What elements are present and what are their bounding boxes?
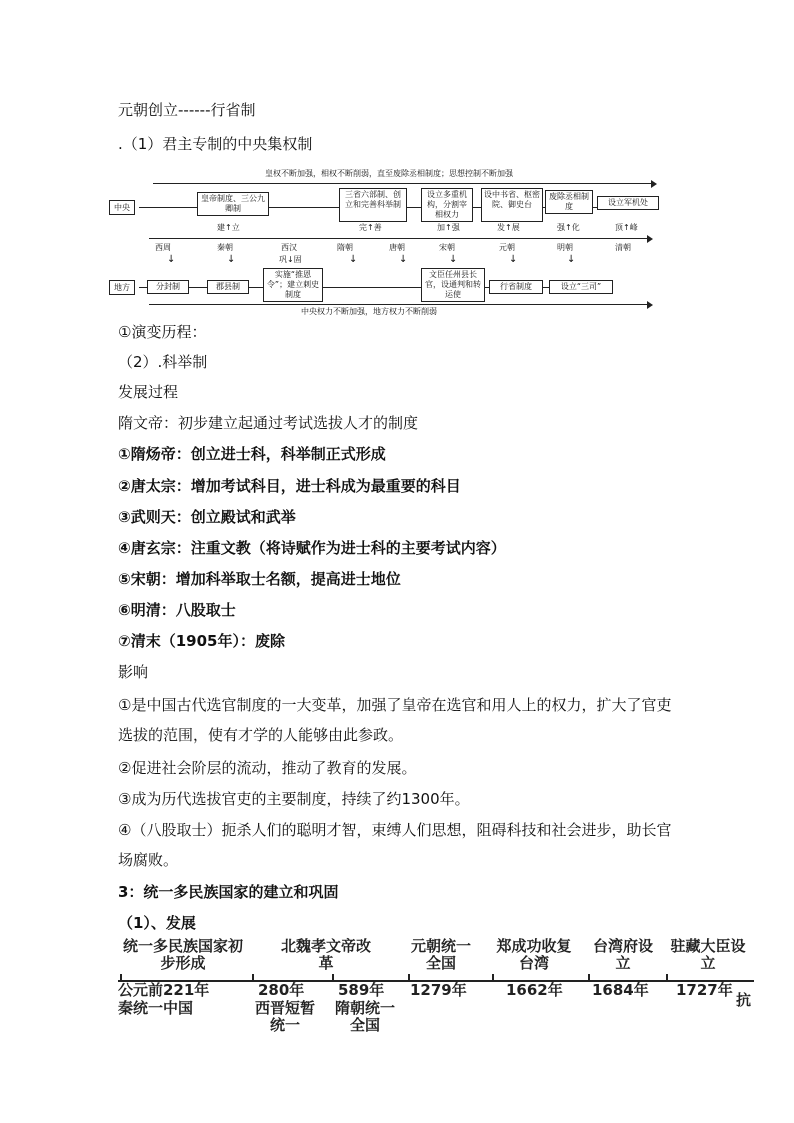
tl-date-7: 1727年 bbox=[676, 981, 733, 999]
impact-3: ③成为历代选拔官吏的主要制度，持续了约1300年。 bbox=[118, 790, 470, 808]
bottom-caption: 中央权力不断加强，地方权力不断削弱 bbox=[301, 307, 437, 316]
item-11: ⑦清末（1905年）：废除 bbox=[118, 632, 285, 650]
item-4: 隋文帝：初步建立起通过考试选拔人才的制度 bbox=[118, 414, 419, 432]
bottom-arrow bbox=[149, 304, 649, 305]
top-arrow bbox=[153, 183, 653, 184]
central-box-3: 设立多重机构，分割宰相权力 bbox=[421, 188, 473, 222]
item-5: ①隋炀帝：创立进士科，科举制正式形成 bbox=[118, 445, 386, 463]
dynasty-yuan: 元朝 bbox=[499, 243, 515, 252]
title-line: 元朝创立------行省制 bbox=[118, 101, 256, 119]
tl-date-4: 1279年 bbox=[410, 981, 467, 999]
centralization-diagram: 皇权不断加强，相权不断削弱，直至废除丞相制度；思想控制不断加强 中央 皇帝制度、三公九卿制 三省六部制、创立和完善科举制 设立多重机构，分割宰相权力 设中书省、枢密院、御史台 废除丞相制度 设立军机处 建↑立 完↑善 加↑强 发↑展 强↑化 顶↑峰 西周 秦朝 西汉 隋朝 唐朝 宋朝 元朝 明朝 清朝 巩↓固 ↓ ↓ ↓ ↓ ↓ ↓ ↓ 地方 分封制 郡县制 实施“推恩令”；建立刺史制度 文臣任州县长官，设通判和转运使 行省制度 设立“三司” 中央权力不断加强，地方权力不断削弱 bbox=[105, 166, 665, 316]
stage-4: 发↑展 bbox=[497, 223, 520, 232]
central-box-6: 设立军机处 bbox=[597, 196, 659, 210]
stage-1: 建↑立 bbox=[217, 223, 240, 232]
local-box-2: 郡县制 bbox=[207, 280, 249, 294]
tl-above-1: 统一多民族国家初步形成 bbox=[122, 937, 243, 972]
tl-date-3: 589年 bbox=[338, 981, 385, 999]
local-label: 地方 bbox=[109, 280, 135, 295]
dynasty-xizhou: 西周 bbox=[155, 243, 171, 252]
tl-date-6: 1684年 bbox=[592, 981, 649, 999]
item-3: 发展过程 bbox=[118, 383, 179, 401]
dynasty-xihan: 西汉 bbox=[281, 243, 297, 252]
top-caption: 皇权不断加强，相权不断削弱，直至废除丞相制度；思想控制不断加强 bbox=[265, 169, 513, 178]
section1-heading: .（1）君主专制的中央集权制 bbox=[118, 135, 313, 153]
item-10: ⑥明清：八股取士 bbox=[118, 601, 236, 619]
tl-above-6: 驻藏大臣设立 bbox=[670, 937, 746, 972]
dynasty-ming: 明朝 bbox=[557, 243, 573, 252]
item-8: ④唐玄宗：注重文教（将诗赋作为进士科的主要考试内容） bbox=[118, 539, 506, 557]
item-2: （2）.科举制 bbox=[118, 353, 208, 371]
central-box-4: 设中书省、枢密院、御史台 bbox=[481, 188, 543, 222]
section3-sub: （1）、发展 bbox=[118, 914, 196, 932]
item-7: ③武则天：创立殿试和武举 bbox=[118, 508, 296, 526]
stage-2: 完↑善 bbox=[359, 223, 382, 232]
tl-above-2: 北魏孝文帝改革 bbox=[280, 937, 371, 972]
tl-below-2: 西晋短暂统一 bbox=[254, 999, 315, 1034]
dynasty-tang: 唐朝 bbox=[389, 243, 405, 252]
tl-above-5: 台湾府设立 bbox=[592, 937, 653, 972]
dynasty-song: 宋朝 bbox=[439, 243, 455, 252]
tl-above-4: 郑成功收复台湾 bbox=[496, 937, 572, 972]
dynasty-qing: 清朝 bbox=[615, 243, 631, 252]
central-box-5: 废除丞相制度 bbox=[545, 190, 593, 214]
local-box-5: 行省制度 bbox=[489, 280, 543, 294]
stage-3: 加↑强 bbox=[437, 223, 460, 232]
central-box-2: 三省六部制、创立和完善科举制 bbox=[339, 188, 407, 222]
impact-2: ②促进社会阶层的流动，推动了教育的发展。 bbox=[118, 759, 417, 777]
tl-below-3: 隋朝统一全国 bbox=[334, 999, 395, 1034]
dynasty-qin: 秦朝 bbox=[217, 243, 233, 252]
consolidate-label: 巩↓固 bbox=[279, 255, 302, 264]
item-12: 影响 bbox=[118, 663, 149, 681]
local-box-6: 设立“三司” bbox=[549, 280, 613, 294]
central-box-1: 皇帝制度、三公九卿制 bbox=[197, 192, 269, 216]
item-9: ⑤宋朝：增加科举取士名额，提高进士地位 bbox=[118, 570, 401, 588]
stage-6: 顶↑峰 bbox=[615, 223, 638, 232]
local-box-1: 分封制 bbox=[147, 280, 189, 294]
tl-below-4: 抗 bbox=[736, 991, 752, 1009]
tl-above-3: 元朝统一全国 bbox=[410, 937, 471, 972]
section3-heading: 3：统一多民族国家的建立和巩固 bbox=[118, 883, 339, 901]
tl-below-1: 秦统一中国 bbox=[118, 999, 194, 1017]
local-box-4: 文臣任州县长官，设通判和转运使 bbox=[421, 268, 485, 302]
impact-1: ①是中国古代选官制度的一大变革，加强了皇帝在选官和用人上的权力，扩大了官吏选拔的范围，使有才学的人能够由此参政。 bbox=[118, 696, 672, 744]
item-1: ①演变历程： bbox=[118, 323, 207, 341]
item-6: ②唐太宗：增加考试科目，进士科成为最重要的科目 bbox=[118, 477, 461, 495]
local-box-3: 实施“推恩令”；建立刺史制度 bbox=[263, 268, 323, 302]
tl-date-1: 公元前221年 bbox=[118, 981, 210, 999]
tl-date-2: 280年 bbox=[258, 981, 305, 999]
unification-timeline bbox=[118, 930, 758, 1034]
stage-5: 强↑化 bbox=[557, 223, 580, 232]
central-label: 中央 bbox=[109, 200, 135, 215]
impact-4: ④（八股取士）扼杀人们的聪明才智，束缚人们思想，阻碍科技和社会进步，助长官场腐败。 bbox=[118, 821, 672, 869]
dynasty-axis bbox=[149, 238, 649, 239]
tl-date-5: 1662年 bbox=[506, 981, 563, 999]
dynasty-sui: 隋朝 bbox=[337, 243, 353, 252]
